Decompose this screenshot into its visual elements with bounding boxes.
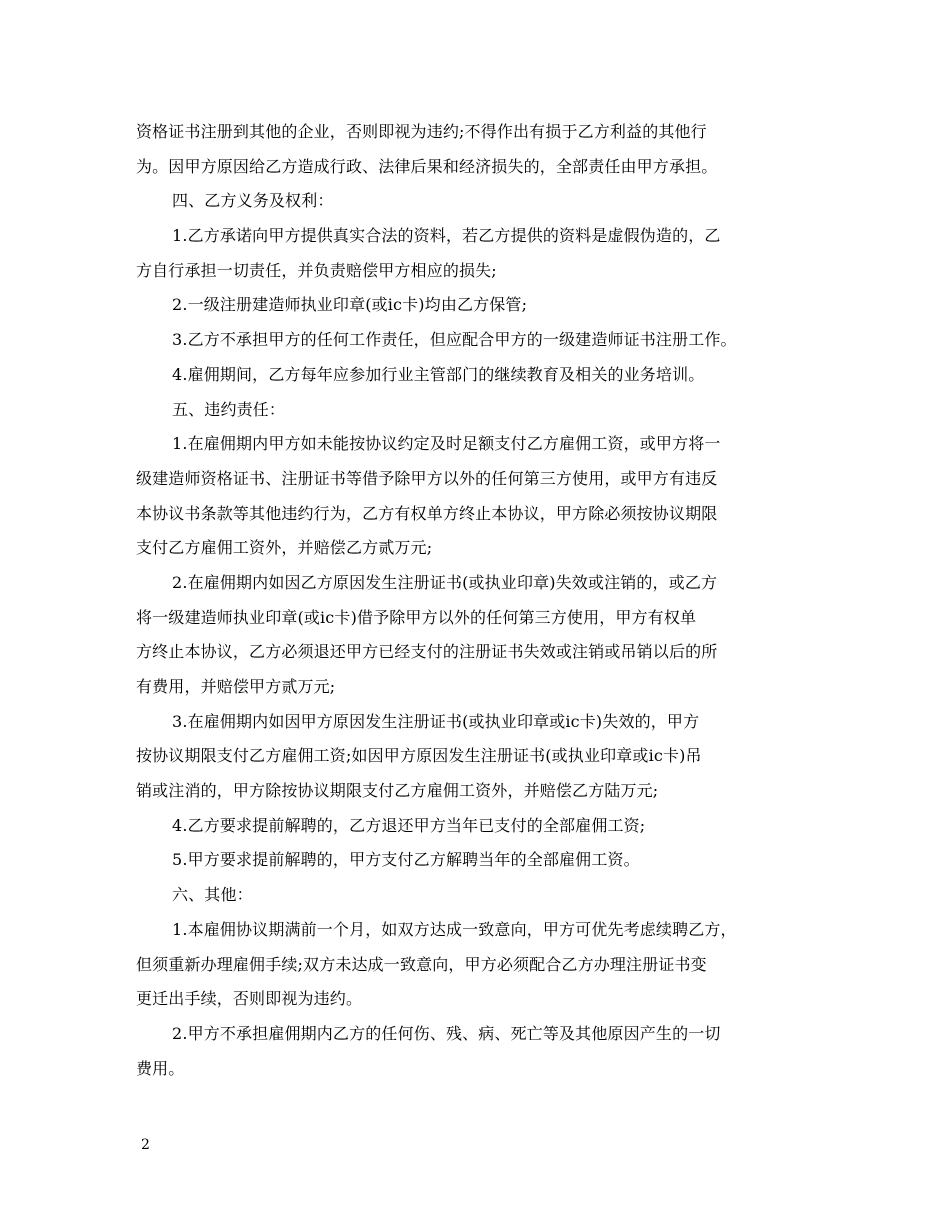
text-line: 方终止本协议，乙方必须退还甲方已经支付的注册证书失效或注销或吊销以后的所 bbox=[136, 642, 718, 662]
text-line: 本协议书条款等其他违约行为，乙方有权单方终止本协议，甲方除必须按协议期限 bbox=[136, 503, 718, 523]
text-line: 级建造师资格证书、注册证书等借予除甲方以外的任何第三方使用，或甲方有违反 bbox=[136, 468, 718, 488]
text-line: 4.乙方要求提前解聘的，乙方退还甲方当年已支付的全部雇佣工资; bbox=[172, 815, 646, 835]
page-number: 2 bbox=[141, 1137, 150, 1153]
text-line: 按协议期限支付乙方雇佣工资;如因甲方原因发生注册证书(或执业印章或ic卡)吊 bbox=[136, 746, 702, 766]
section-heading: 四、乙方义务及权利： bbox=[172, 191, 334, 211]
section-heading: 五、违约责任： bbox=[172, 399, 286, 419]
document-body bbox=[136, 115, 826, 1086]
text-line: 3.乙方不承担甲方的任何工作责任，但应配合甲方的一级建造师证书注册工作。 bbox=[172, 330, 737, 350]
text-line: 费用。 bbox=[136, 1058, 185, 1078]
text-line: 4.雇佣期间，乙方每年应参加行业主管部门的继续教育及相关的业务培训。 bbox=[172, 364, 705, 384]
text-line: 1.在雇佣期内甲方如未能按协议约定及时足额支付乙方雇佣工资，或甲方将一 bbox=[172, 434, 721, 454]
section-heading: 六、其他： bbox=[172, 885, 253, 905]
text-line: 2.在雇佣期内如因乙方原因发生注册证书(或执业印章)失效或注销的，或乙方 bbox=[172, 572, 718, 592]
text-line: 有费用，并赔偿甲方贰万元; bbox=[136, 677, 336, 696]
text-line: 2.一级注册建造师执业印章(或ic卡)均由乙方保管; bbox=[172, 295, 528, 315]
text-line: 支付乙方雇佣工资外，并赔偿乙方贰万元; bbox=[136, 538, 433, 558]
text-line: 1.本雇佣协议期满前一个月，如双方达成一致意向，甲方可优先考虑续聘乙方， bbox=[172, 919, 737, 939]
text-line: 方自行承担一切责任，并负责赔偿甲方相应的损失; bbox=[136, 260, 497, 280]
text-line: 销或注消的，甲方除按协议期限支付乙方雇佣工资外，并赔偿乙方陆万元; bbox=[136, 781, 659, 801]
text-line: 更迁出手续，否则即视为违约。 bbox=[136, 989, 363, 1009]
text-line: 为。因甲方原因给乙方造成行政、法律后果和经济损失的，全部责任由甲方承担。 bbox=[136, 156, 718, 176]
text-line: 将一级建造师执业印章(或ic卡)借予除甲方以外的任何第三方使用，甲方有权单 bbox=[136, 607, 697, 627]
text-line: 3.在雇佣期内如因甲方原因发生注册证书(或执业印章或ic卡)失效的，甲方 bbox=[172, 711, 700, 731]
text-line: 5.甲方要求提前解聘的，甲方支付乙方解聘当年的全部雇佣工资。 bbox=[172, 850, 640, 870]
text-line: 2.甲方不承担雇佣期内乙方的任何伤、残、病、死亡等及其他原因产生的一切 bbox=[172, 1023, 721, 1043]
text-line: 1.乙方承诺向甲方提供真实合法的资料，若乙方提供的资料是虚假伪造的，乙 bbox=[172, 226, 721, 246]
text-line: 资格证书注册到其他的企业，否则即视为违约;不得作出有损于乙方利益的其他行 bbox=[136, 122, 707, 141]
text-line: 但须重新办理雇佣手续;双方未达成一致意向，甲方必须配合乙方办理注册证书变 bbox=[136, 954, 707, 974]
